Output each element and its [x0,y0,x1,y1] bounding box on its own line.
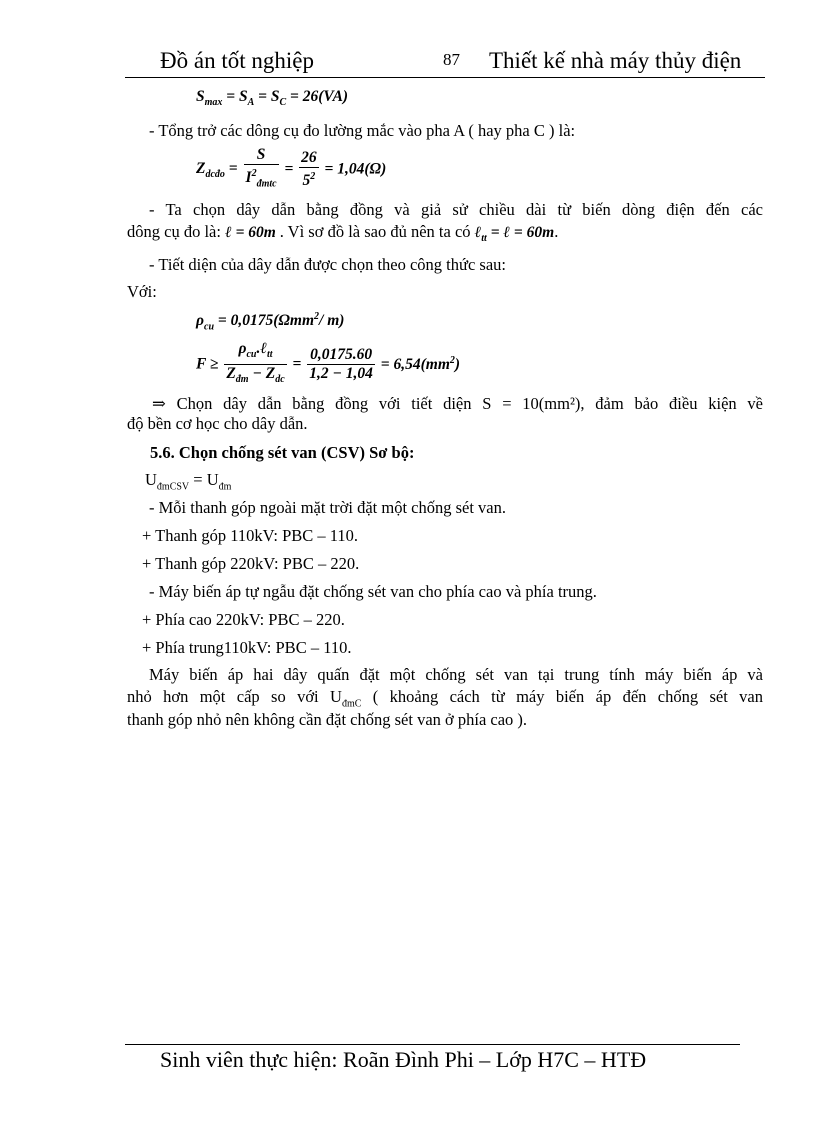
header-left: Đồ án tốt nghiệp [160,48,314,73]
chon-day-text-a: dông cụ đo là: [127,222,221,241]
formula-zdc: $Z_{dcđo}$ = $\frac{S}{I^2_{đmtc}}$ = $\frac{26}{5^2}$ = 1,04(Ω) [196,146,387,190]
list-item-phia-trung: + Phía trung110kV: PBC – 110. [142,638,352,657]
footer-rule [125,1044,740,1045]
page-number: 87 [443,50,460,69]
paragraph-tong-tro: - Tổng trở các dông cụ đo lường mắc vào pha A ( hay pha C ) là: [149,121,576,140]
paragraph-chon-line2: độ bền cơ học cho dây dẫn. [127,414,308,433]
paragraph-moi-thanh-gop: - Mỗi thanh góp ngoài mặt trời đặt một chống sét van. [149,498,506,517]
paragraph-mba-hai-line3: thanh góp nhỏ nên không cần đặt chống sét van ở phía cao ). [127,710,528,729]
paragraph-mba-hai-line2: nhỏ hơn một cấp so với $U_{đmC}$ ( khoảng cách từ máy biến áp đến chống sét van [127,687,763,710]
list-item-thanh-gop-110: + Thanh góp 110kV: PBC – 110. [142,526,359,545]
paragraph-mba-hai-line1: Máy biến áp hai dây quấn đặt một chống sét van tại trung tính máy biến áp và [149,665,763,684]
list-item-thanh-gop-220: + Thanh góp 220kV: PBC – 220. [142,554,360,573]
paragraph-tiet-dien: - Tiết diện của dây dẫn được chọn theo công thức sau: [149,255,506,274]
formula-l-length: ℓ = 60m [225,224,280,241]
formula-rho: $\rho_{cu} = 0,0175(\Omega mm^2/$ m) [196,311,345,333]
formula-f-section: F ≥ $\frac{\rho_{cu}.\ell_{tt}}{Z_{đm} - Z_{dc}}$ = $\frac{0,0175.60}{1,2 - 1,04}$ = $6,54(mm^2)$ [196,340,461,386]
chon-day-text-b: . Vì sơ đồ là sao đủ nên ta có [279,222,471,241]
footer-text: Sinh viên thực hiện: Roãn Đình Phi – Lớp H7C – HTĐ [160,1047,647,1072]
paragraph-chon-day-line1: - Ta chọn dây dẫn bằng đồng và giả sử chiều dài từ biến dòng điện đến các [149,200,763,219]
section-title-csv: 5.6. Chọn chống sét van (CSV) Sơ bộ: [150,443,415,462]
paragraph-chon-line1: ⇒ Chọn dây dẫn bằng đồng với tiết diện S = 10(mm²), đảm bảo điều kiện về [152,394,763,413]
list-item-phia-cao: + Phía cao 220kV: PBC – 220. [142,610,345,629]
formula-ltt: ℓ$_{tt}$ = ℓ = 60m [474,224,555,245]
header-rule [125,77,765,78]
paragraph-mba-tu-ngau: - Máy biến áp tự ngẫu đặt chống sét van cho phía cao và phía trung. [149,582,597,601]
mba-hai-text-a: nhỏ hơn một cấp so với [127,687,319,706]
paragraph-voi: Với: [127,282,157,301]
paragraph-chon-day-line2: dông cụ đo là: ℓ = 60m . Vì sơ đồ là sao đủ nên ta có ℓ$_{tt}$ = ℓ = 60m. [127,222,559,245]
formula-smax-text: $S_{max} = S_A = S_C = 26(VA)$ [196,88,349,109]
mba-hai-text-b: ( khoảng cách từ máy biến áp đến chống sét van [372,687,763,706]
header-right: Thiết kế nhà máy thủy điện [489,48,742,73]
udm-csv-line: $U_{đmCSV} = U_{đm}$ [145,470,232,493]
formula-smax [196,88,348,108]
